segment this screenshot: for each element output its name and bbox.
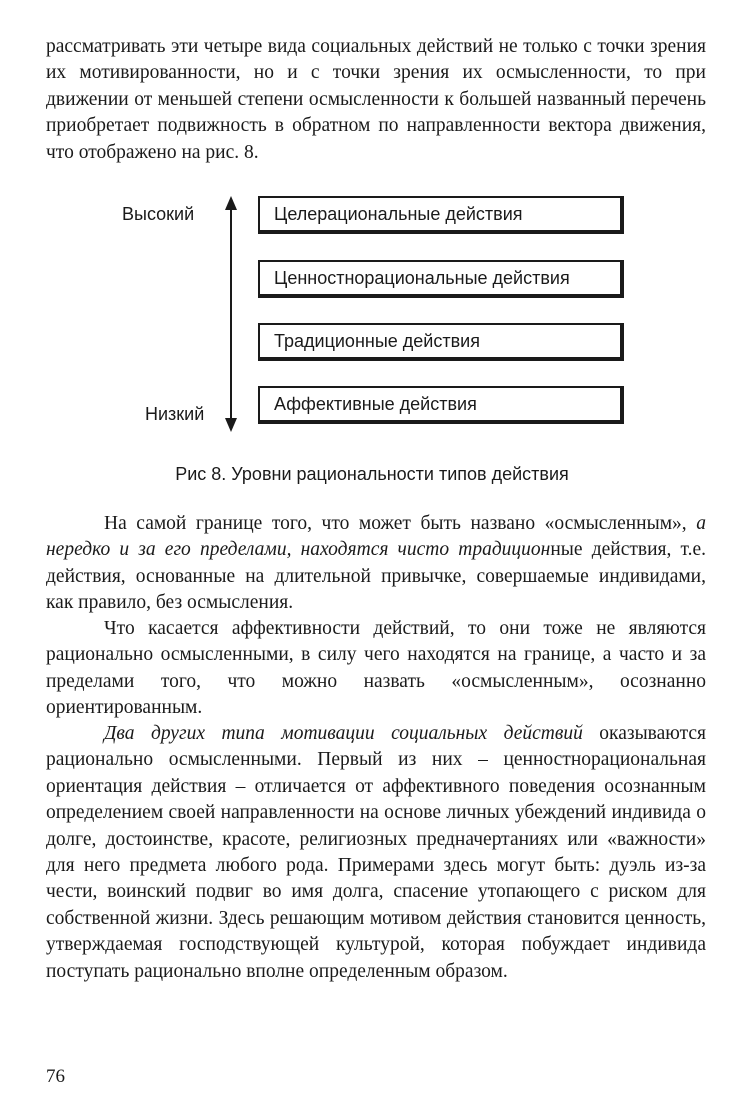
paragraph-intro: рассматривать эти четыре вида социальных действий не только с точки зрения их мотивированности, но и с точки зрения их осмысленности, то при движении от меньшей степени осмысленности к большей названный перечень приобретает подвижность в обратном по направленности вектора движения, что отображено на рис. 8. <box>46 36 706 163</box>
low-label: Низкий <box>145 404 205 424</box>
paragraph-affective: Что касается аффективности действий, то они тоже не являются рационально осмысленными, в силу чего находятся на границе, а часто и за пределами того, что можно назвать «осмысленным», осознанно ориентированным. <box>46 618 706 719</box>
high-label: Высокий <box>122 204 195 224</box>
text-run: оказываются рационально осмысленными. Первый из них – ценностнорациональная ориентация действия – отличается от аффективного поведения осознанным определением своей направленности на основе личных убеждений индивида о долге, достоинстве, красоте, религиозных предначертаниях или «важности» для него предмета любого рода. Примерами здесь могут быть: дуэль из-за чести, воинский подвиг во имя долга, спасение утопающего с риском для собственной жизни. Здесь решающим мотивом действия становится ценность, утверждаемая господствующей культурой, которая побуждает индивида поступать рационально вполне определенным образом. <box>46 723 706 982</box>
paragraph-value-rational <box>46 721 706 985</box>
text-run: ные действия, т.е. действия, основанные на длительной привычке, совершаемые индивидами, как правило, без осмысления. <box>46 539 706 614</box>
paragraph-traditional <box>46 511 706 617</box>
figure-caption: Рис 8. Уровни рациональности типов действия <box>175 464 569 484</box>
box-traditional: Традиционные действия <box>258 323 624 361</box>
box-value-rational: Ценностнорациональные действия <box>258 260 624 298</box>
italic-run: а нередко и за его пределами, находятся чисто традицион <box>46 513 706 561</box>
box-affective: Аффективные действия <box>258 386 624 424</box>
text-run: На самой границе того, что может быть названо «осмысленным», <box>104 513 697 534</box>
box-goal-rational: Целерациональные действия <box>258 196 624 234</box>
page-number: 76 <box>46 1066 65 1087</box>
figure-8 <box>0 190 744 490</box>
double-arrow-icon <box>222 196 240 432</box>
italic-run: Два других типа мотивации социальных действий <box>104 723 583 744</box>
